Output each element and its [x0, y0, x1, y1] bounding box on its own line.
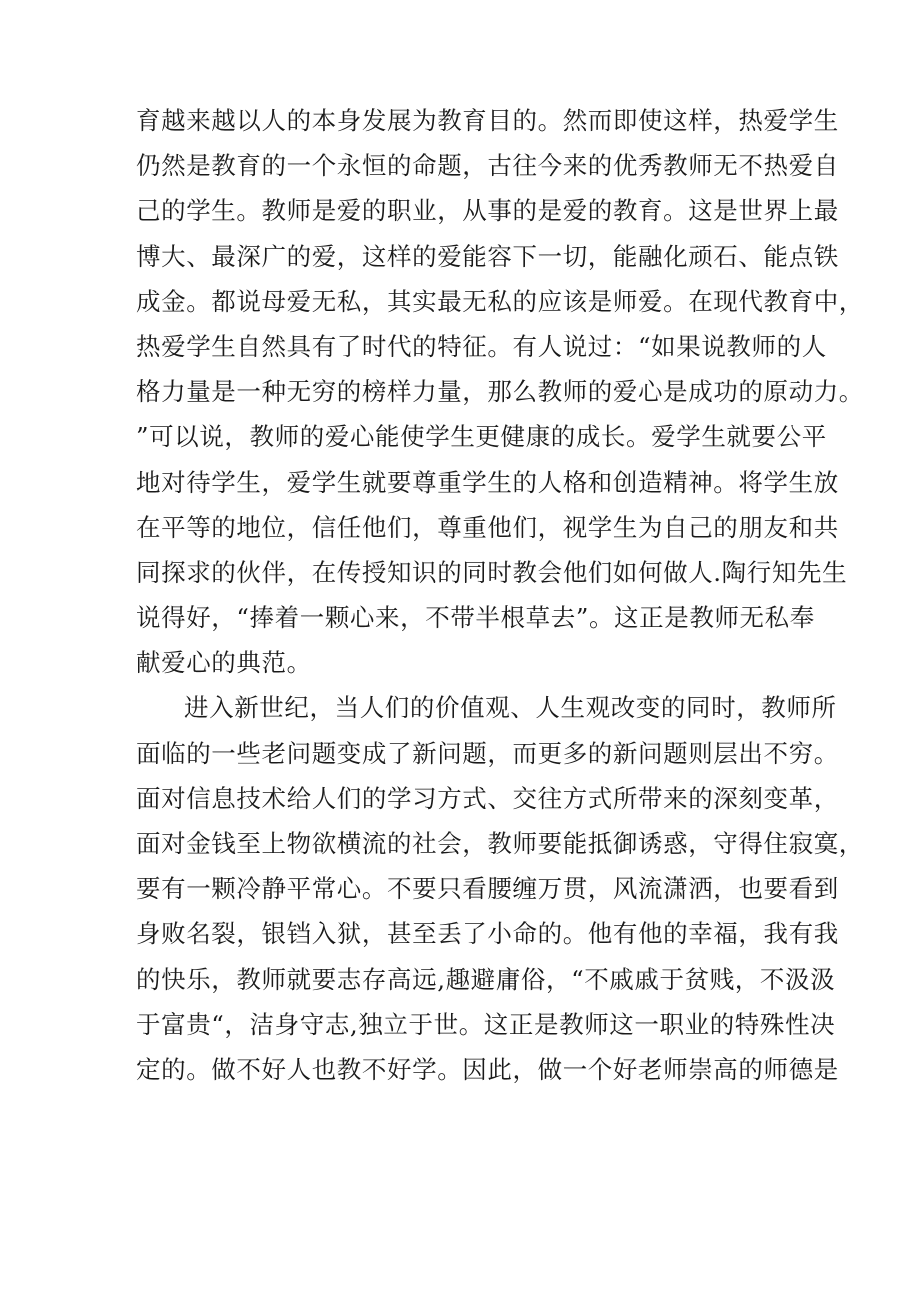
text-line: 格力量是一种无穷的榜样力量，那么教师的爱心是成功的原动力。 [136, 377, 864, 407]
text-line: 要有一颗冷静平常心。不要只看腰缠万贯，风流潇洒，也要看到 [136, 874, 839, 904]
text-line: 育越来越以人的本身发展为教育目的。然而即使这样，热爱学生 [136, 106, 839, 135]
text-line: 地对待学生，爱学生就要尊重学生的人格和创造精神。将学生放 [136, 467, 839, 497]
text-line: 在平等的地位，信任他们，尊重他们，视学生为自己的朋友和共 [136, 512, 839, 542]
text-line: 面对金钱至上物欲横流的社会，教师要能抵御诱惑，守得住寂寞， [136, 829, 864, 858]
paragraph-2 [136, 685, 864, 1092]
text-line: 身败名裂，银铛入狱，甚至丢了小命的。他有他的幸福，我有我 [136, 919, 839, 949]
text-line: 面临的一些老问题变成了新问题，而更多的新问题则层出不穷。 [136, 738, 839, 768]
text-line: 的快乐，教师就要志存高远,趣避庸俗，“不戚戚于贫贱，不汲汲 [136, 964, 836, 994]
text-line: 同探求的伙伴，在传授知识的同时教会他们如何做人.陶行知先生 [136, 557, 848, 587]
text-line: 成金。都说母爱无私，其实最无私的应该是师爱。在现代教育中， [136, 286, 864, 316]
text-line: ”可以说，教师的爱心能使学生更健康的成长。爱学生就要公平 [136, 422, 827, 452]
text-line: 面对信息技术给人们的学习方式、交往方式所带来的深刻变革， [136, 783, 839, 813]
text-line: 进入新世纪，当人们的价值观、人生观改变的同时，教师所 [184, 693, 837, 723]
text-line: 博大、最深广的爱，这样的爱能容下一切，能融化顽石、能点铁 [136, 241, 839, 271]
text-line: 仍然是教育的一个永恒的命题，古往今来的优秀教师无不热爱自 [136, 151, 839, 181]
text-line: 己的学生。教师是爱的职业，从事的是爱的教育。这是世界上最 [136, 196, 839, 226]
text-line: 说得好，“捧着一颗心来，不带半根草去”。这正是教师无私奉 [136, 603, 815, 633]
document-body [136, 98, 864, 1092]
text-line: 于富贵“，洁身守志,独立于世。这正是教师这一职业的特殊性决 [136, 1009, 836, 1039]
text-line: 献爱心的典范。 [136, 648, 312, 678]
text-line: 定的。做不好人也教不好学。因此，做一个好老师崇高的师德是 [136, 1054, 839, 1084]
text-line: 热爱学生自然具有了时代的特征。有人说过：“如果说教师的人 [136, 331, 827, 361]
paragraph-1 [136, 98, 864, 685]
